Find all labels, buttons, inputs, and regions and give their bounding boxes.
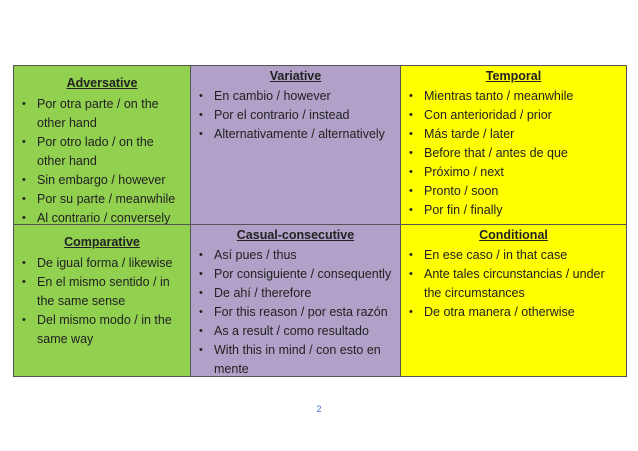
list-item: [197, 265, 394, 284]
item-text: Alternativamente / alternatively: [214, 127, 385, 141]
bullet-icon: •: [199, 344, 203, 356]
bullet-icon: •: [199, 268, 203, 280]
list-item: [407, 201, 620, 220]
item-text: Por fin / finally: [424, 203, 503, 217]
cell-title: Comparative: [64, 235, 140, 249]
bullet-icon: •: [22, 257, 26, 269]
list-item: [20, 273, 184, 311]
item-text: As a result / como resultado: [214, 324, 369, 338]
list-item: [197, 303, 394, 322]
item-list: [407, 246, 620, 322]
list-item: [20, 311, 184, 349]
list-item: [20, 190, 184, 209]
item-text: Por el contrario / instead: [214, 108, 350, 122]
list-item: [407, 106, 620, 125]
list-item: [20, 95, 184, 133]
item-text: En cambio / however: [214, 89, 331, 103]
item-list: [407, 87, 620, 220]
item-text: Más tarde / later: [424, 127, 515, 141]
item-text: Por otra parte / on the other hand: [37, 97, 159, 130]
list-item: [197, 341, 394, 376]
bullet-icon: •: [22, 174, 26, 186]
list-item: [407, 125, 620, 144]
list-item: [20, 209, 184, 225]
list-item: [197, 322, 394, 341]
cell-temporal: [401, 66, 626, 225]
item-text: Por otro lado / on the other hand: [37, 135, 154, 168]
item-text: Sin embargo / however: [37, 173, 166, 187]
item-text: Ante tales circunstancias / under the circumstances: [424, 267, 605, 300]
cell-comparative: [14, 225, 191, 376]
bullet-icon: •: [409, 268, 413, 280]
list-item: [20, 171, 184, 190]
list-item: [197, 106, 394, 125]
cell-title: Conditional: [479, 228, 548, 242]
bullet-icon: •: [409, 166, 413, 178]
list-item: [197, 246, 394, 265]
bullet-icon: •: [409, 90, 413, 102]
cell-conditional: [401, 225, 626, 376]
cell-casual-consecutive: [191, 225, 401, 376]
item-text: Con anterioridad / prior: [424, 108, 552, 122]
bullet-icon: •: [409, 204, 413, 216]
item-text: Pronto / soon: [424, 184, 499, 198]
item-text: En el mismo sentido / in the same sense: [37, 275, 170, 308]
list-item: [407, 163, 620, 182]
item-list: [20, 254, 184, 349]
bullet-icon: •: [199, 109, 203, 121]
bullet-icon: •: [199, 128, 203, 140]
bullet-icon: •: [22, 276, 26, 288]
cell-title: Variative: [269, 69, 322, 83]
bullet-icon: •: [199, 249, 203, 261]
item-text: De otra manera / otherwise: [424, 305, 575, 319]
list-item: [197, 284, 394, 303]
bullet-icon: •: [22, 98, 26, 110]
list-item: [407, 246, 620, 265]
bullet-icon: •: [22, 136, 26, 148]
item-text: En ese caso / in that case: [424, 248, 568, 262]
bullet-icon: •: [199, 90, 203, 102]
item-list: [197, 87, 394, 144]
bullet-icon: •: [22, 193, 26, 205]
bullet-icon: •: [409, 109, 413, 121]
cell-variative: [191, 66, 401, 225]
list-item: [197, 125, 394, 144]
bullet-icon: •: [409, 249, 413, 261]
list-item: [407, 303, 620, 322]
bullet-icon: •: [199, 306, 203, 318]
bullet-icon: •: [22, 314, 26, 326]
list-item: [20, 254, 184, 273]
item-text: Por consiguiente / consequently: [214, 267, 392, 281]
bullet-icon: •: [409, 185, 413, 197]
bullet-icon: •: [199, 287, 203, 299]
item-text: Al contrario / conversely: [37, 211, 171, 225]
list-item: [407, 144, 620, 163]
item-text: Before that / antes de que: [424, 146, 568, 160]
cell-title: Adversative: [66, 76, 138, 90]
item-text: Así pues / thus: [214, 248, 297, 262]
bullet-icon: •: [199, 325, 203, 337]
cell-title: Casual-consecutive: [236, 228, 355, 242]
item-list: [197, 246, 394, 376]
bullet-icon: •: [409, 128, 413, 140]
bullet-icon: •: [409, 147, 413, 159]
cell-adversative: [14, 66, 191, 225]
list-item: [407, 87, 620, 106]
page-number: 2: [316, 404, 322, 414]
connectors-table: [13, 65, 627, 377]
item-text: Mientras tanto / meanwhile: [424, 89, 574, 103]
item-text: Del mismo modo / in the same way: [37, 313, 172, 346]
item-text: De ahí / therefore: [214, 286, 312, 300]
item-list: [20, 95, 184, 225]
item-text: For this reason / por esta razón: [214, 305, 388, 319]
item-text: De igual forma / likewise: [37, 256, 173, 270]
list-item: [407, 182, 620, 201]
list-item: [20, 133, 184, 171]
list-item: [407, 265, 620, 303]
cell-title: Temporal: [485, 69, 542, 83]
item-text: Por su parte / meanwhile: [37, 192, 176, 206]
item-text: Próximo / next: [424, 165, 504, 179]
item-text: With this in mind / con esto en mente: [214, 343, 381, 376]
list-item: [197, 87, 394, 106]
bullet-icon: •: [22, 212, 26, 224]
bullet-icon: •: [409, 306, 413, 318]
